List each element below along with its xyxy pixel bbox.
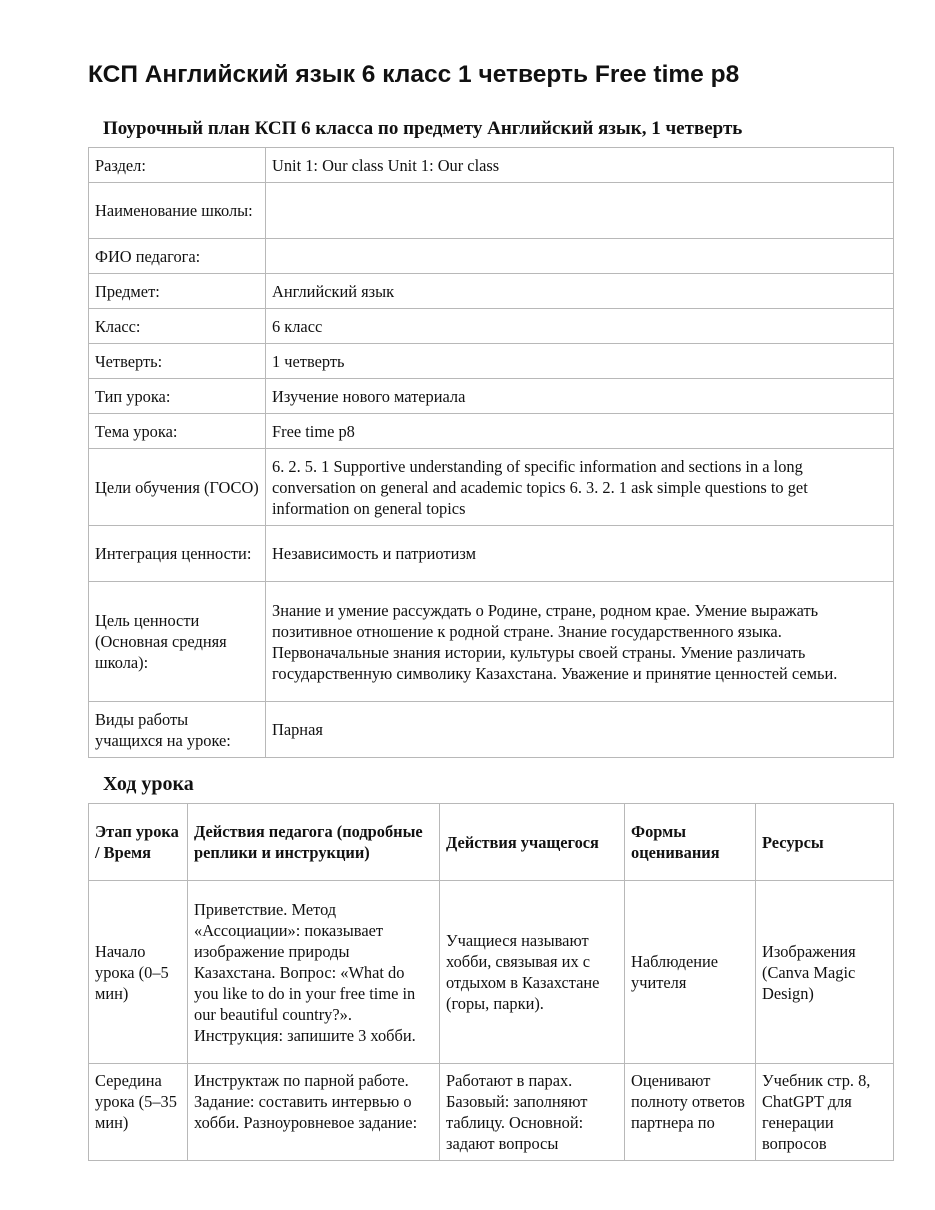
info-row-grade (89, 309, 894, 344)
cell-assessment: Наблюдение учителя (625, 881, 756, 1064)
info-label: Наименование школы: (89, 183, 266, 239)
info-row-teacher (89, 239, 894, 274)
lesson-row-start (89, 881, 894, 1064)
info-row-value-integration (89, 526, 894, 582)
cell-teacher: Приветствие. Метод «Ассоциации»: показывает изображение природы Казахстана. Вопрос: «What do you like to do in your free time in our beautiful country?». Инструкция: запишите 3 хобби. (188, 881, 440, 1064)
info-label: Раздел: (89, 148, 266, 183)
info-row-school (89, 183, 894, 239)
header-assessment: Формы оценивания (625, 804, 756, 881)
info-label: Предмет: (89, 274, 266, 309)
document-title: КСП Английский язык 6 класс 1 четверть Free time p8 (88, 61, 740, 88)
lesson-flow-table (88, 803, 894, 1161)
info-value: Изучение нового материала (266, 379, 894, 414)
info-row-learning-goals (89, 449, 894, 526)
info-value: Знание и умение рассуждать о Родине, стране, родном крае. Умение выражать позитивное отношение к родной стране. Знание государственного языка. Первоначальные знания истории, культуры своей страны. Умение различать государственную символику Казахстана. Уважение и принятие ценностей семьи. (266, 582, 894, 702)
header-student-actions: Действия учащегося (440, 804, 625, 881)
info-label: Тема урока: (89, 414, 266, 449)
info-value: Парная (266, 702, 894, 758)
info-row-work-types (89, 702, 894, 758)
info-label: ФИО педагога: (89, 239, 266, 274)
info-row-lesson-type (89, 379, 894, 414)
info-row-subject (89, 274, 894, 309)
lesson-flow-heading: Ход урока (103, 773, 194, 795)
info-label: Тип урока: (89, 379, 266, 414)
info-value: 1 четверть (266, 344, 894, 379)
cell-assessment: Оценивают полноту ответов партнера по (625, 1064, 756, 1161)
info-row-topic (89, 414, 894, 449)
info-row-value-goal (89, 582, 894, 702)
info-value: Free time p8 (266, 414, 894, 449)
info-label: Виды работы учащихся на уроке: (89, 702, 266, 758)
info-value: 6 класс (266, 309, 894, 344)
cell-student: Учащиеся называют хобби, связывая их с отдыхом в Казахстане (горы, парки). (440, 881, 625, 1064)
info-value: Английский язык (266, 274, 894, 309)
header-teacher-actions: Действия педагога (подробные реплики и инструкции) (188, 804, 440, 881)
cell-student: Работают в парах. Базовый: заполняют таблицу. Основной: задают вопросы (440, 1064, 625, 1161)
info-row-section (89, 148, 894, 183)
info-value (266, 183, 894, 239)
cell-stage: Начало урока (0–5 мин) (89, 881, 188, 1064)
lesson-header-row (89, 804, 894, 881)
info-label: Класс: (89, 309, 266, 344)
lesson-info-table (88, 147, 894, 758)
info-value: 6. 2. 5. 1 Supportive understanding of specific information and sections in a long conversation on general and academic topics 6. 3. 2. 1 ask simple questions to get information on general topics (266, 449, 894, 526)
info-value (266, 239, 894, 274)
info-value: Unit 1: Our class Unit 1: Our class (266, 148, 894, 183)
cell-teacher: Инструктаж по парной работе. Задание: составить интервью о хобби. Разноуровневое задание: (188, 1064, 440, 1161)
cell-resources: Учебник стр. 8, ChatGPT для генерации вопросов (756, 1064, 894, 1161)
info-value: Независимость и патриотизм (266, 526, 894, 582)
cell-stage: Середина урока (5–35 мин) (89, 1064, 188, 1161)
header-stage: Этап урока / Время (89, 804, 188, 881)
info-label: Интеграция ценности: (89, 526, 266, 582)
plan-subtitle: Поурочный план КСП 6 класса по предмету Английский язык, 1 четверть (103, 118, 743, 139)
info-label: Цель ценности (Основная средняя школа): (89, 582, 266, 702)
info-row-quarter (89, 344, 894, 379)
info-label: Цели обучения (ГОСО) (89, 449, 266, 526)
lesson-row-middle (89, 1064, 894, 1161)
info-label: Четверть: (89, 344, 266, 379)
header-resources: Ресурсы (756, 804, 894, 881)
cell-resources: Изображения (Canva Magic Design) (756, 881, 894, 1064)
